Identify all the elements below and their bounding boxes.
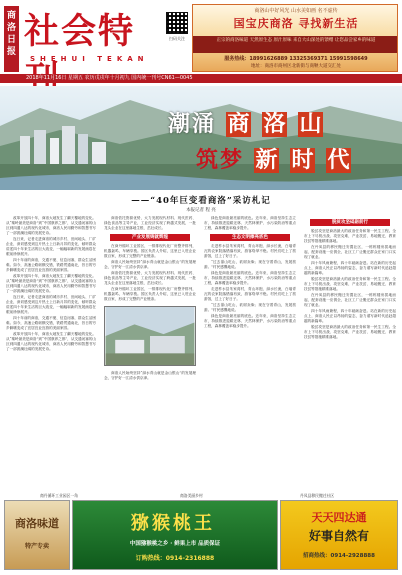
paragraph: 四十年风雨兼程，四十年砥砺奋进。站在新的历史起点上，商洛人民正以昂扬的姿态，奋力谱写新时代追赶超越的新篇章。 [304, 261, 396, 275]
bottom-ad-local-specialty[interactable] [4, 500, 70, 570]
paragraph: 连日来，记者走进商洛的城市乡村、田间地头、厂矿企业，深切感受到这片热土上日新月异的变化，倾听群众讲述四十年来生活的巨大改变，一幅幅崭新的发展画卷在眼前徐徐展开。 [6, 295, 96, 314]
section-heading: 生态文明擦亮底色 [210, 234, 290, 241]
paragraph: 连日来，记者走进商洛的城市乡村、田间地头、厂矿企业，深切感受到这片热土上日新月异的变化，倾听群众讲述四十年来生活的巨大改变，一幅幅崭新的发展画卷在眼前徐徐展开。 [6, 237, 96, 256]
paper-logo [4, 6, 19, 72]
ad-subtitle: 中国猕猴桃之乡 · 鲜果上市 品质保证 [129, 541, 221, 547]
photo-caption: 丹凤县移民搬迁社区 [300, 493, 335, 498]
paragraph: 四十年前的商洛，交通不便、信息闭塞，群众生活困难。如今，高速公路纵横交错，铁路贯通南北，昔日的穷乡僻壤变成了宜居宜业宜游的美丽家园。 [6, 258, 96, 272]
paragraph: 走进柞水县朱家湾村，青山环抱、绿水长流，白墙青瓦的农家院落错落有致，游客络绎不绝。村民们吃上了旅游饭，过上了好日子。 [204, 287, 296, 301]
paragraph: 脱贫攻坚是商洛最大的政治任务和第一民生工程。全市上下尽锐出战、攻坚克难，产业扶贫、易地搬迁、教育扶贫等措施精准落地。 [304, 229, 396, 243]
paragraph: 改革开放四十年，商洛大地发生了翻天覆地的变化。从“秦岭最美是商洛”到“中国康养之都”，从交通闭塞的山区到四通八达的现代化城市，商洛人民用勤劳和智慧书写了一部波澜壮阔的发展史诗。 [6, 332, 96, 351]
article-column-4 [304, 216, 396, 490]
paper-name-char: 商 [6, 11, 16, 21]
ad-slogan-small: 商洛山中好风光 山水美如画 名不虚传 [254, 8, 338, 14]
article-byline: 本报记者 程 亮 [186, 208, 216, 213]
hero-word-boxed: 代 [327, 147, 350, 173]
factory-photo [104, 306, 196, 366]
paragraph: 脱贫攻坚是商洛最大的政治任务和第一民生工程。全市上下尽锐出战、攻坚克难，产业扶贫、易地搬迁、教育扶贫等措施精准落地。 [304, 277, 396, 291]
photo-caption: 商丹循环工业园区一角 [40, 493, 78, 498]
ad-phone: 服务热线：18991626889 13325369371 15991598649 [224, 56, 368, 62]
paragraph: 绿色是商洛最亮丽的底色。近年来，商洛坚持生态立市，持续推进退耕还林、天然林保护、水污染防治等重点工程，森林覆盖率稳步提升。 [204, 314, 296, 328]
paper-name-char: 日 [6, 35, 16, 45]
hero-word-boxed: 山 [299, 111, 322, 137]
ad-address: 地址：商洛市商州区北新街与商鞅大道交汇处 [251, 64, 341, 69]
paper-name-char: 报 [6, 47, 16, 57]
hero-word: 梦 [220, 147, 243, 173]
paragraph: 商洛人民始终坚持“绿水青山就是金山银山”的发展理念，守护好一江清水供京津。 [104, 260, 196, 269]
paragraph: 走进柞水县朱家湾村，青山环抱、绿水长流，白墙青瓦的农家院落错落有致，游客络绎不绝。村民们吃上了旅游饭，过上了好日子。 [204, 244, 296, 258]
paragraph: 改革开放四十年，商洛大地发生了翻天覆地的变化。从“秦岭最美是商洛”到“中国康养之都”，从交通闭塞的山区到四通八达的现代化城市，商洛人民用勤劳和智慧书写了一部波澜壮阔的发展史诗。 [6, 216, 96, 235]
article-column-2 [104, 216, 196, 490]
hero-word-boxed: 新 [255, 147, 278, 173]
hero-word-boxed: 时 [291, 147, 314, 173]
article-column-1 [6, 216, 96, 490]
hero-word: 筑 [196, 147, 219, 173]
paragraph: “过去靠山吃山，砍树卖柴；现在守着青山，发展旅游。”村民感慨地说。 [204, 260, 296, 269]
ad-phone: 招商热线：0914-2928888 [303, 553, 375, 559]
bottom-ad-telecom[interactable] [280, 500, 398, 570]
qr-label: 扫码关注 [169, 36, 185, 41]
paragraph: 在丹凤县的移民搬迁安置社区，一栋栋楼房拔地而起，配套设施一应俱全，社区工厂让搬迁群众在家门口实现了就业。 [304, 293, 396, 307]
ad-title: 猕猴桃王 [131, 513, 215, 534]
qr-code-icon[interactable] [166, 12, 188, 34]
ad-phone: 订购热线：0914-2316888 [135, 555, 215, 562]
ad-subtitle: 好事自然有 [308, 529, 369, 543]
ad-band-text: 正宗的商洛味道 天然原生态 原汁原味 来自大山深处的馈赠 让您品尝家乡的味道 [216, 38, 376, 43]
ad-subtitle: 特产专卖 [24, 543, 49, 550]
hero-word: 涌 [192, 111, 215, 137]
section-title: 社会特 [24, 11, 136, 52]
hero-photo [0, 86, 402, 190]
paragraph: 在丹凤县的移民搬迁安置社区，一栋栋楼房拔地而起，配套设施一应俱全，社区工厂让搬迁群众在家门口实现了就业。 [304, 245, 396, 259]
paragraph: “过去靠山吃山，砍树卖柴；现在守着青山，发展旅游。”村民感慨地说。 [204, 303, 296, 312]
paper-name-char: 洛 [6, 23, 16, 33]
paragraph: 在商丹循环工业园区，一排排现代化厂房整齐排列，机器轰鸣，车辆穿梭。园区负责人介绍，这里已入驻企业数百家，形成了完整的产业链条。 [104, 244, 196, 258]
paragraph: 商洛依托资源优势，大力发展现代材料、现代医药、绿色食品等主导产业，工业经济实现了跨越式发展，一批龙头企业在这里落地生根、茁壮成长。 [104, 216, 196, 230]
section-title-pinyin: SHEHUI TEKAN [30, 55, 149, 63]
bottom-ad-kiwi[interactable] [72, 500, 278, 570]
hero-word-boxed: 洛 [263, 111, 286, 137]
section-heading: 产业发展铸就辉煌 [110, 234, 190, 241]
ad-slogan-big: 国宝庆商洛 寻找新生活 [233, 17, 359, 30]
paragraph: 四十年前的商洛，交通不便、信息闭塞，群众生活困难。如今，高速公路纵横交错，铁路贯通南北，昔日的穷乡僻壤变成了宜居宜业宜游的美丽家园。 [6, 316, 96, 330]
dateline: 2018年11月16日 星期五 农历戊戌年十月初九 国内统一刊号CN61—0045 [0, 74, 402, 83]
section-heading: 脱贫攻坚砥砺前行 [310, 219, 390, 226]
masthead [0, 0, 402, 84]
article-subtitle: ——“40年巨变看商洛”采访札记 [131, 196, 271, 206]
paragraph: 商洛人民始终坚持“绿水青山就是金山银山”的发展理念，守护好一江清水供京津。 [104, 371, 196, 380]
hero-banner [0, 86, 402, 190]
hero-word-boxed: 商 [227, 111, 250, 137]
ad-title: 商洛味道 [15, 517, 59, 530]
paragraph: 脱贫攻坚是商洛最大的政治任务和第一民生工程。全市上下尽锐出战、攻坚克难，产业扶贫、易地搬迁、教育扶贫等措施精准落地。 [304, 325, 396, 339]
paragraph: 在商丹循环工业园区，一排排现代化厂房整齐排列，机器轰鸣，车辆穿梭。园区负责人介绍，这里已入驻企业数百家，形成了完整的产业链条。 [104, 287, 196, 301]
paragraph: 改革开放四十年，商洛大地发生了翻天覆地的变化。从“秦岭最美是商洛”到“中国康养之都”，从交通闭塞的山区到四通八达的现代化城市，商洛人民用勤劳和智慧书写了一部波澜壮阔的发展史诗。 [6, 274, 96, 293]
ad-title: 天天四达通 [311, 511, 367, 524]
hero-word: 潮 [168, 111, 191, 137]
paragraph: 商洛依托资源优势，大力发展现代材料、现代医药、绿色食品等主导产业，工业经济实现了跨越式发展，一批龙头企业在这里落地生根、茁壮成长。 [104, 271, 196, 285]
article-column-3 [204, 216, 296, 490]
paragraph: 绿色是商洛最亮丽的底色。近年来，商洛坚持生态立市，持续推进退耕还林、天然林保护、水污染防治等重点工程，森林覆盖率稳步提升。 [204, 271, 296, 285]
top-advertisement[interactable] [192, 4, 398, 72]
photo-caption: 商洛美丽乡村 [180, 493, 203, 498]
paragraph: 绿色是商洛最亮丽的底色。近年来，商洛坚持生态立市，持续推进退耕还林、天然林保护、水污染防治等重点工程，森林覆盖率稳步提升。 [204, 216, 296, 230]
paragraph: 四十年风雨兼程，四十年砥砺奋进。站在新的历史起点上，商洛人民正以昂扬的姿态，奋力谱写新时代追赶超越的新篇章。 [304, 309, 396, 323]
